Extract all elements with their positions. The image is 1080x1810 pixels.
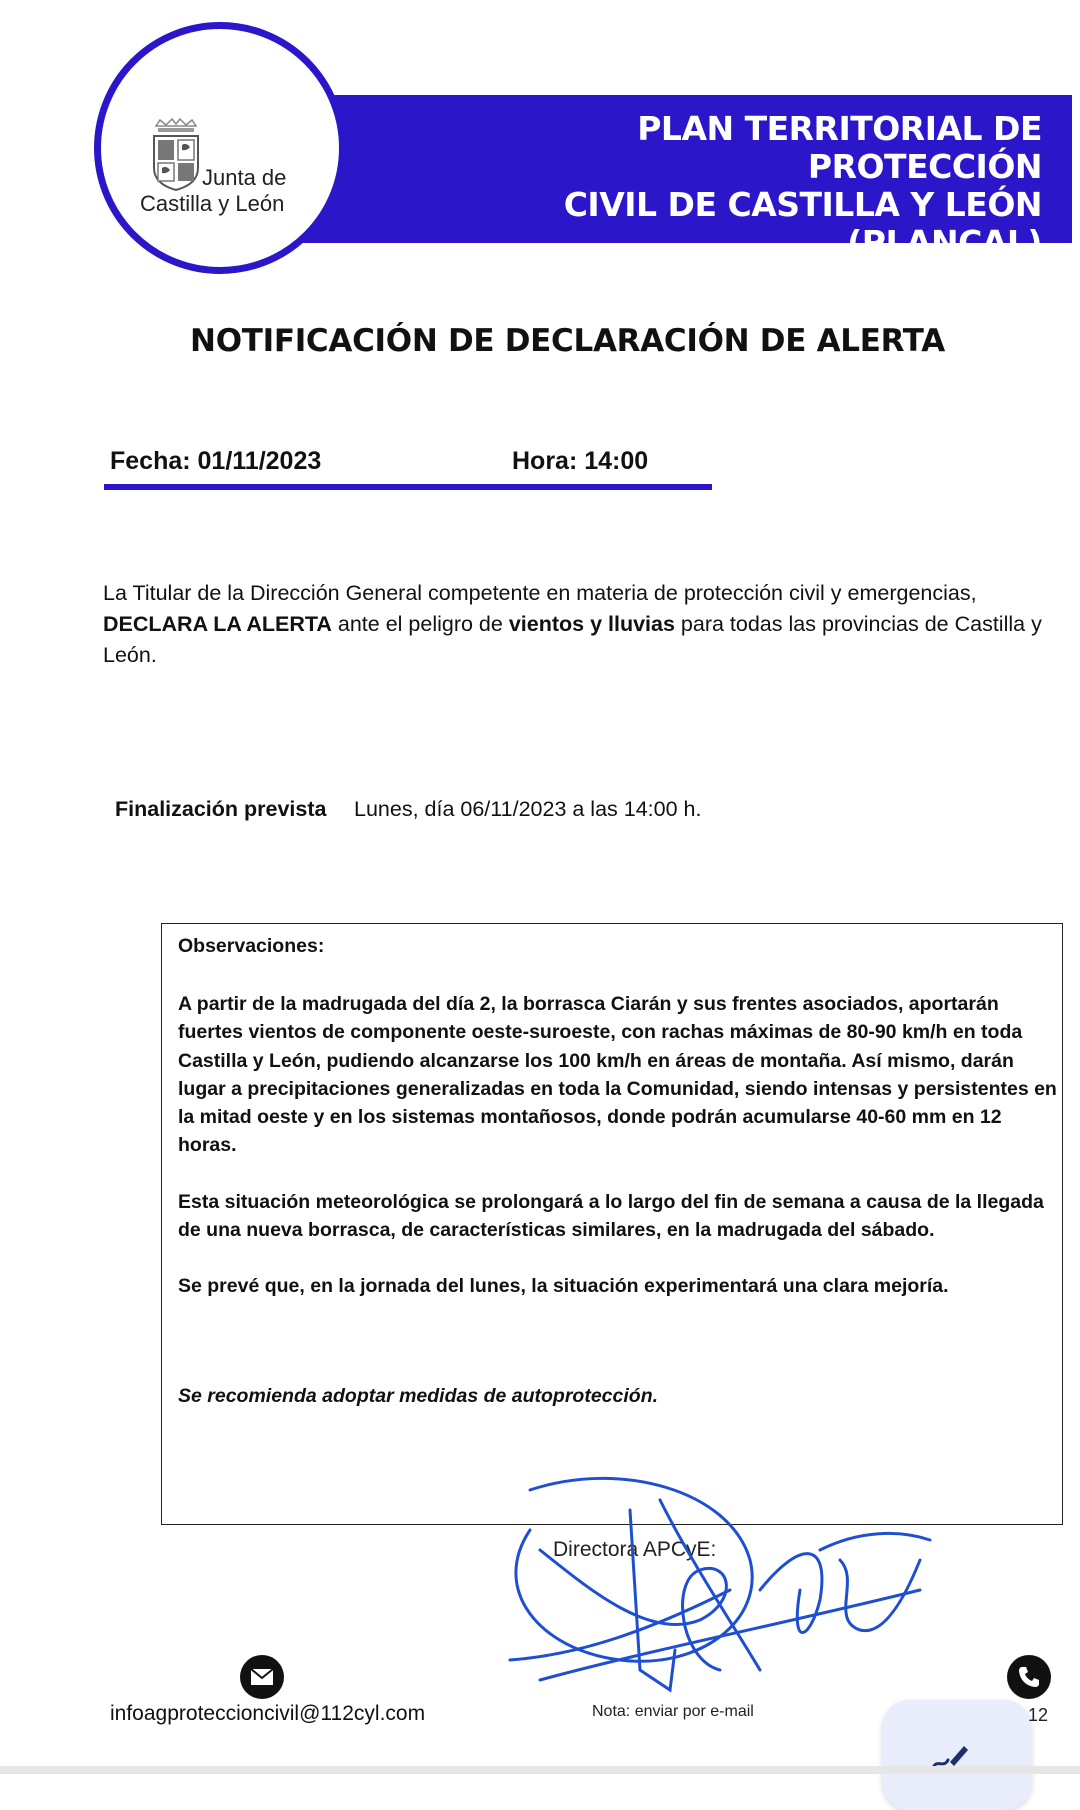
document-title: NOTIFICACIÓN DE DECLARACIÓN DE ALERTA — [190, 323, 945, 359]
recommendation-text: Se recomienda adoptar medidas de autoprotección. — [178, 1385, 659, 1407]
contact-email[interactable]: infoagproteccioncivil@112cyl.com — [110, 1702, 426, 1725]
mail-icon[interactable] — [240, 1655, 284, 1699]
end-date-label: Finalización prevista — [115, 797, 327, 821]
hazard-highlight: vientos y lluvias — [508, 612, 675, 636]
logo-line1: Junta de — [202, 165, 287, 190]
bottom-divider — [0, 1766, 1080, 1774]
signer-title: Directora APCyE: — [553, 1538, 717, 1561]
logo-circle — [94, 22, 346, 274]
logo-text — [140, 165, 315, 217]
declaration-text-a: La Titular de la Dirección General competente en materia de protección civil y emergencias, — [103, 581, 977, 605]
observations-paragraph-2: Esta situación meteorológica se prolongará a lo largo del fin de semana a causa de la llegada de una nueva borrasca, de características similares, en la madrugada del sábado. — [178, 1191, 1044, 1242]
observations-paragraph-3: Se prevé que, en la jornada del lunes, la situación experimentará una clara mejoría. — [178, 1275, 949, 1297]
plan-title-line2: CIVIL DE CASTILLA Y LEÓN — [563, 185, 1042, 224]
end-date-value: Lunes, día 06/11/2023 a las 14:00 h. — [354, 797, 702, 821]
footer-note: Nota: enviar por e-mail — [592, 1703, 754, 1720]
page-number: 12 — [1028, 1705, 1049, 1725]
plan-title-line3: (PLANCAL) — [847, 223, 1042, 262]
plan-title-line1: PLAN TERRITORIAL DE PROTECCIÓN — [637, 109, 1042, 186]
date-underline — [104, 484, 712, 490]
date-field: Fecha: 01/11/2023 — [110, 447, 322, 475]
phone-icon[interactable] — [1007, 1655, 1051, 1699]
declaration-highlight: DECLARA LA ALERTA — [103, 612, 332, 636]
time-field: Hora: 14:00 — [512, 447, 649, 475]
declaration-text-c: ante el peligro de — [331, 612, 509, 636]
declaration-text-e: para todas las provincias de Castilla y León. — [103, 612, 1042, 667]
declaration-paragraph — [103, 578, 1063, 671]
observations-paragraph-1: A partir de la madrugada del día 2, la borrasca Ciarán y sus frentes asociados, aportarán fuertes vientos de componente oeste-suroeste, con rachas máximas de 80-90 km/h en toda Castilla y León, pudiendo alcanzarse los 100 km/h en áreas de montaña. Así mismo, darán lugar a precipitaciones generalizadas en toda la Comunidad, siendo intensas y persistentes en la mitad oeste y en los sistemas montañosos, donde podrán acumularse 40-60 mm en 12 horas. — [178, 993, 1057, 1157]
handwritten-signature — [500, 1470, 940, 1710]
logo-line2: Castilla y León — [140, 191, 285, 216]
plan-title — [422, 110, 1042, 262]
observations-title: Observaciones: — [178, 935, 325, 957]
